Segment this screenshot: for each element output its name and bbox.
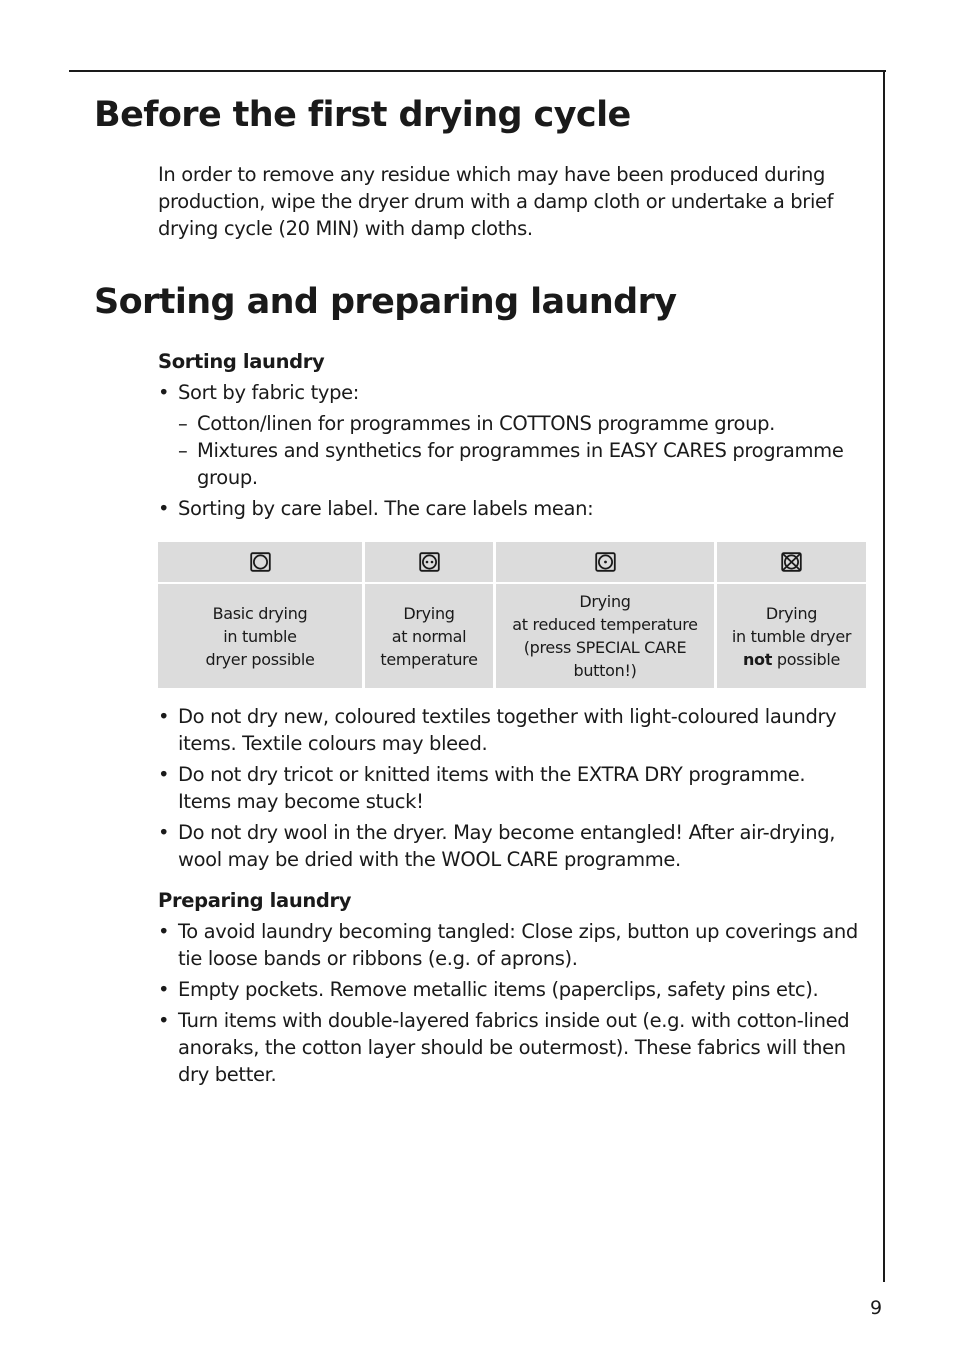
care-label-not-possible [717,584,866,688]
list-item-text: Do not dry wool in the dryer. May become entangled! After air-drying, wool may be dried with the WOOL CARE programme. [178,821,836,871]
list-item-text: Sorting by care label. The care labels mean: [178,497,594,520]
right-rule [883,70,885,1282]
list-item [158,761,858,815]
list-item [158,976,858,1003]
sorting-heading: Sorting laundry [158,350,325,373]
care-label-reduced-temperature [496,584,714,688]
tumble-dry-low-icon [496,542,714,582]
care-text-line: at reduced temperature [512,615,698,634]
care-text-line: button!) [573,661,637,680]
page-number: 9 [870,1297,883,1319]
do-not-tumble-dry-icon [717,542,866,582]
list-item [158,437,858,491]
bullet-mark: • [158,381,170,404]
list-item [158,819,858,873]
dash-mark: – [178,412,188,435]
care-text-line: Basic drying [212,603,308,623]
bullet-mark: • [158,920,170,943]
tumble-dry-normal-icon [365,542,493,582]
heading-sorting-preparing: Sorting and preparing laundry [94,282,677,322]
bullet-mark: • [158,978,170,1001]
bullet-mark: • [158,1009,170,1032]
bullet-mark: • [158,497,170,520]
care-label-basic-drying [158,584,362,688]
care-text-line: dryer possible [205,649,315,669]
list-item-text: Mixtures and synthetics for programmes in EASY CARES programme group. [197,439,844,489]
bullet-mark: • [158,705,170,728]
list-item-text: Sort by fabric type: [178,381,359,404]
top-rule [69,70,886,72]
care-text-line: Drying [765,603,818,623]
care-text-emphasis: not [742,649,773,669]
care-label-normal-temperature [365,584,493,688]
list-item [158,410,858,437]
bullet-mark: • [158,763,170,786]
care-text-line: in tumble [223,626,297,646]
care-text-line: Drying [403,603,455,623]
tumble-dry-icon [158,542,362,582]
bullet-mark: • [158,821,170,844]
list-item-text: Cotton/linen for programmes in COTTONS programme group. [197,412,775,435]
list-item [158,1007,858,1088]
care-text-line: in tumble dryer [731,626,852,646]
list-item [158,495,858,522]
list-item-text: Do not dry tricot or knitted items with the EXTRA DRY programme. Items may become stuck! [178,763,806,813]
sorting-section [158,348,858,526]
care-text-line: at normal [391,626,467,646]
intro-paragraph: In order to remove any residue which may have been produced during production, wipe the dryer drum with a damp cloth or undertake a brief drying cycle (20 MIN) with damp cloths. [158,163,834,240]
list-item-text: Do not dry new, coloured textiles together with light-coloured laundry items. Textile colours may bleed. [178,705,837,755]
list-item [158,379,858,406]
care-text-line: Drying [579,592,631,611]
list-item-text: Empty pockets. Remove metallic items (paperclips, safety pins etc). [178,978,819,1001]
care-text-line: possible [772,649,841,669]
care-label-table [155,540,869,690]
warnings-and-preparing-section [158,703,858,1092]
list-item [158,703,858,757]
heading-before-first-drying: Before the first drying cycle [94,95,631,135]
list-item [158,918,858,972]
care-text-line: (press SPECIAL CARE [523,638,687,657]
care-text-line: temperature [380,649,478,669]
list-item-text: Turn items with double-layered fabrics inside out (e.g. with cotton-lined anoraks, the cotton layer should be outermost). These fabrics will then dry better. [178,1009,850,1086]
dash-mark: – [178,439,188,462]
preparing-heading: Preparing laundry [158,889,352,912]
list-item-text: To avoid laundry becoming tangled: Close zips, button up coverings and tie loose bands or ribbons (e.g. of aprons). [178,920,858,970]
